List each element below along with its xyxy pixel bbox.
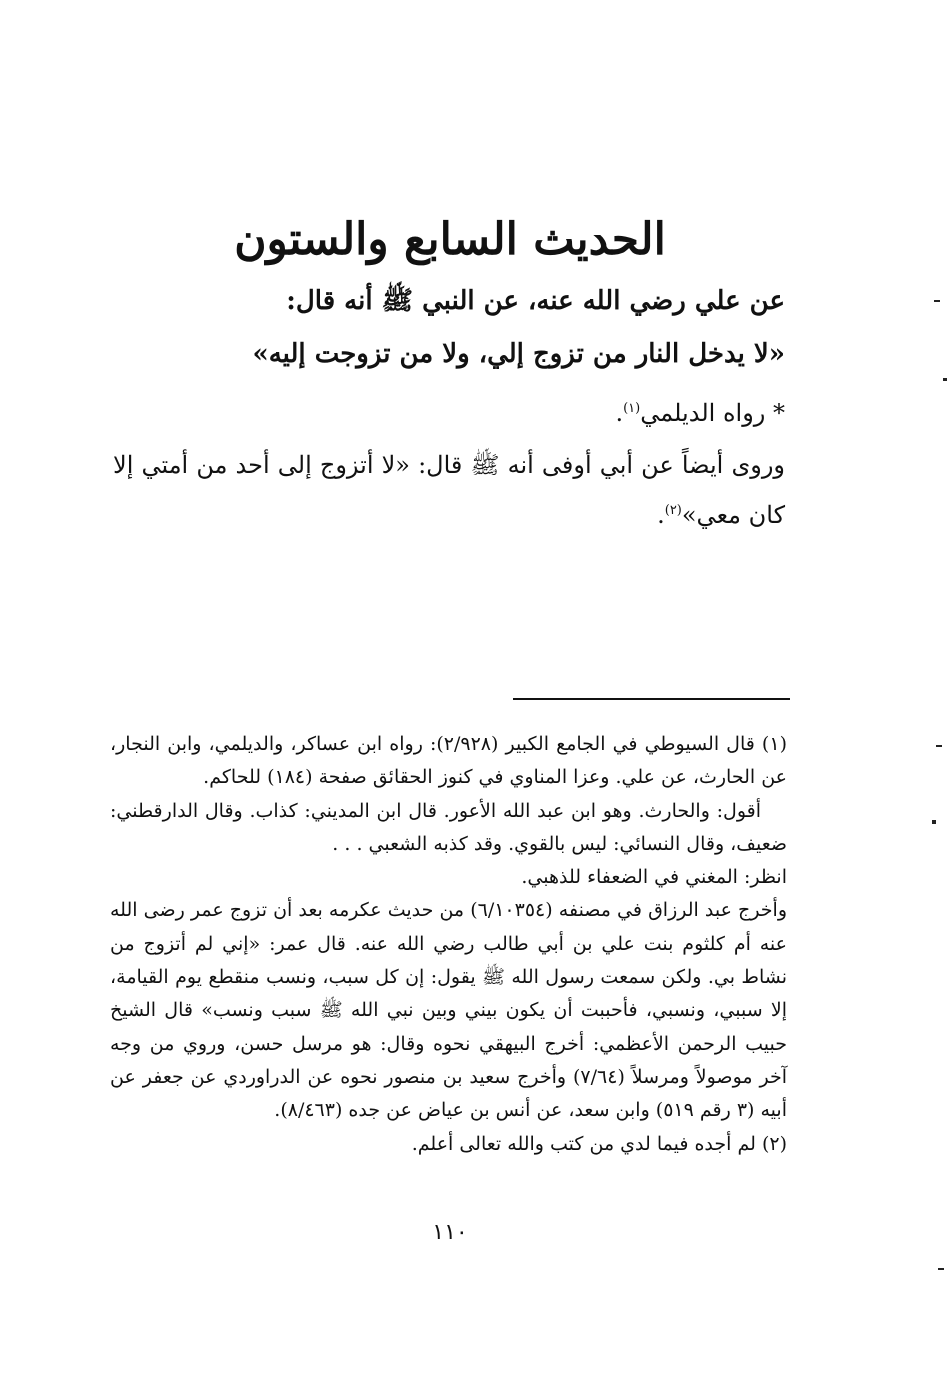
footnote-1-intro: (١) قال السيوطي في الجامع الكبير (٢/٩٢٨): رواه ابن عساكر، والديلمي، وابن النجار، عن الحارث، عن علي. وعزا المناوي في كنوز الحقائق صفحة (١٨٤) للحاكم. <box>110 733 787 789</box>
scan-mark <box>936 745 942 747</box>
footnote-ref-1: (١) <box>623 401 641 416</box>
scan-mark <box>932 820 936 824</box>
source-line <box>113 395 785 431</box>
footnote-1-extended: وأخرج عبد الرزاق في مصنفه (٦/١٠٣٥٤) من حديث عكرمه بعد أن تزوج عمر رضى الله عنه أم كلثوم بنت علي بن أبي طالب رضي الله عنه. قال عمر: «إني لم أتزوج من نشاط بي. ولكن سمعت رسول الله ﷺ يقول: إن كل سبب، ونسب منقطع يوم القيامة، إلا سببي، ونسبي، فأحببت أن يكون بيني وبين نبي الله ﷺ سبب ونسب» قال الشيخ حبيب الرحمن الأعظمي: أخرج البيهقي نحوه وقال: هو مرسل حسن، وروي من وجه آخر موصولاً ومرسلاً (٧/٦٤) وأخرج سعيد بن منصور نحوه عن الدراوردي عن جعفر عن أبيه (٣ رقم ٥١٩) وابن سعد، عن أنس بن عياض عن جده (٨/٤٦٣). <box>110 899 787 1122</box>
footnotes <box>110 728 787 1161</box>
hadith-title: الحديث السابع والستون <box>234 214 666 265</box>
narrator-line: عن علي رضي الله عنه، عن النبي ﷺ أنه قال: <box>286 286 785 316</box>
page-number: ١١٠ <box>432 1220 468 1245</box>
footnote-1-reference: انظر: المغني في الضعفاء للذهبي. <box>521 866 787 889</box>
footnote-2: (٢) لم أجده فيما لدي من كتب والله تعالى أعلم. <box>411 1132 787 1155</box>
scan-mark <box>938 1268 944 1270</box>
scan-mark <box>943 378 947 381</box>
second-report <box>113 440 785 540</box>
footnote-ref-2: (٢) <box>664 503 682 518</box>
hadith-text: «لا يدخل النار من تزوج إلي، ولا من تزوجت إليه» <box>252 339 785 369</box>
source-end: . <box>615 399 624 427</box>
footnote-1-comment: أقول: والحارث. وهو ابن عبد الله الأعور. قال ابن المديني: كذاب. وقال الدارقطني: ضعيف، وقال النسائي: ليس بالقوي. وقد كذبه الشعبي . . . <box>110 799 787 855</box>
scan-mark <box>934 300 940 302</box>
second-report-text: وروى أيضاً عن أبي أوفى أنه ﷺ قال: «لا أتزوج إلى أحد من أمتي إلا كان معي» <box>113 451 785 529</box>
footnote-separator <box>513 698 790 700</box>
source-text: * رواه الديلمي <box>640 399 785 427</box>
second-report-end: . <box>657 501 665 529</box>
